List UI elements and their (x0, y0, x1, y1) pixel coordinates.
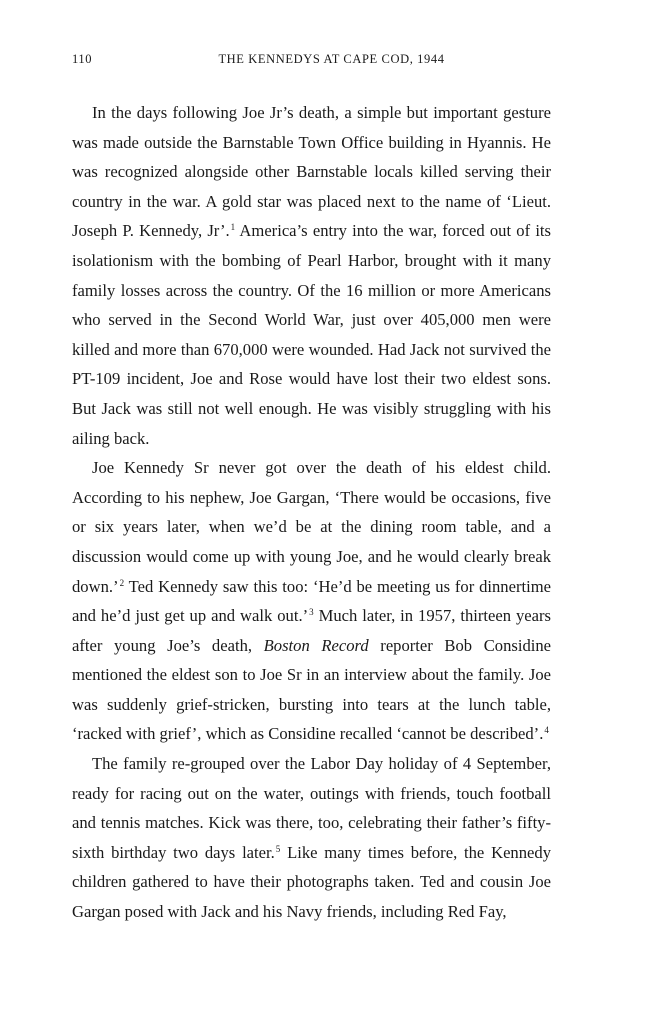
text-run: Ted Kennedy saw this too: ‘He’d be meeting us for dinnertime and he’d just get up and walk out.’ (72, 576, 551, 626)
text-run: reporter Bob Considine mentioned the eldest son to Joe Sr in an interview about the family. Joe was suddenly grief-stricken, bursting into tears at the lunch table, ‘racked with grief’, which as Considine recalled ‘cannot be described’. (72, 635, 552, 744)
text-run: The family re-grouped over the Labor Day holiday of 4 September, ready for racing out on the water, outings with friends, touch football and tennis matches. Kick was there, too, celebrating their father’s fifty-sixth birthday two days later. (72, 754, 551, 862)
text-run: America’s entry into the war, forced out of its isolationism with the bombing of Pearl Harbor, brought with it many family losses across the country. Of the 16 million or more Americans who served in the Second World War, just over 405,000 men were killed and more than 670,000 were wounded. Had Jack not survived the PT-109 incident, Joe and Rose would have lost their two eldest sons. But Jack was still not well enough. He was visibly struggling with his ailing back. (72, 221, 551, 448)
text-run: Like many times before, the Kennedy children gathered to have their photographs taken. Ted and cousin Joe Gargan posed with Jack and his Navy friends, including Red Fay, (72, 842, 551, 922)
page-number: 110 (72, 52, 93, 66)
publication-title: Boston Record (263, 635, 369, 655)
footnote-marker-5: 5 (275, 843, 281, 854)
running-head (72, 52, 551, 70)
text-run: Much later, in 1957, thirteen years after young Joe’s death, (72, 606, 552, 655)
body-text (72, 98, 551, 927)
footnote-marker-4: 4 (544, 725, 549, 736)
footnote-marker-2: 2 (119, 577, 125, 588)
paragraph-1 (72, 98, 551, 453)
paragraph-3 (72, 749, 551, 927)
footnote-marker-3: 3 (309, 607, 314, 618)
paragraph-2 (72, 453, 551, 749)
text-run: Joe Kennedy Sr never got over the death of his eldest child. According to his nephew, Joe Gargan, ‘There would be occasions, five or six years later, when we’d be at the dining room table, and a discussion would come up with young Joe, and he would clearly break down.’ (72, 458, 551, 596)
text-run: In the days following Joe Jr’s death, a simple but important gesture was made outside the Barnstable Town Office building in Hyannis. He was recognized alongside other Barnstable locals killed serving their country in the war. A gold star was placed next to the name of ‘Lieut. Joseph P. Kennedy, Jr’. (72, 103, 551, 241)
footnote-marker-1: 1 (230, 222, 236, 233)
running-title: THE KENNEDYS AT CAPE COD, 1944 (218, 52, 445, 66)
